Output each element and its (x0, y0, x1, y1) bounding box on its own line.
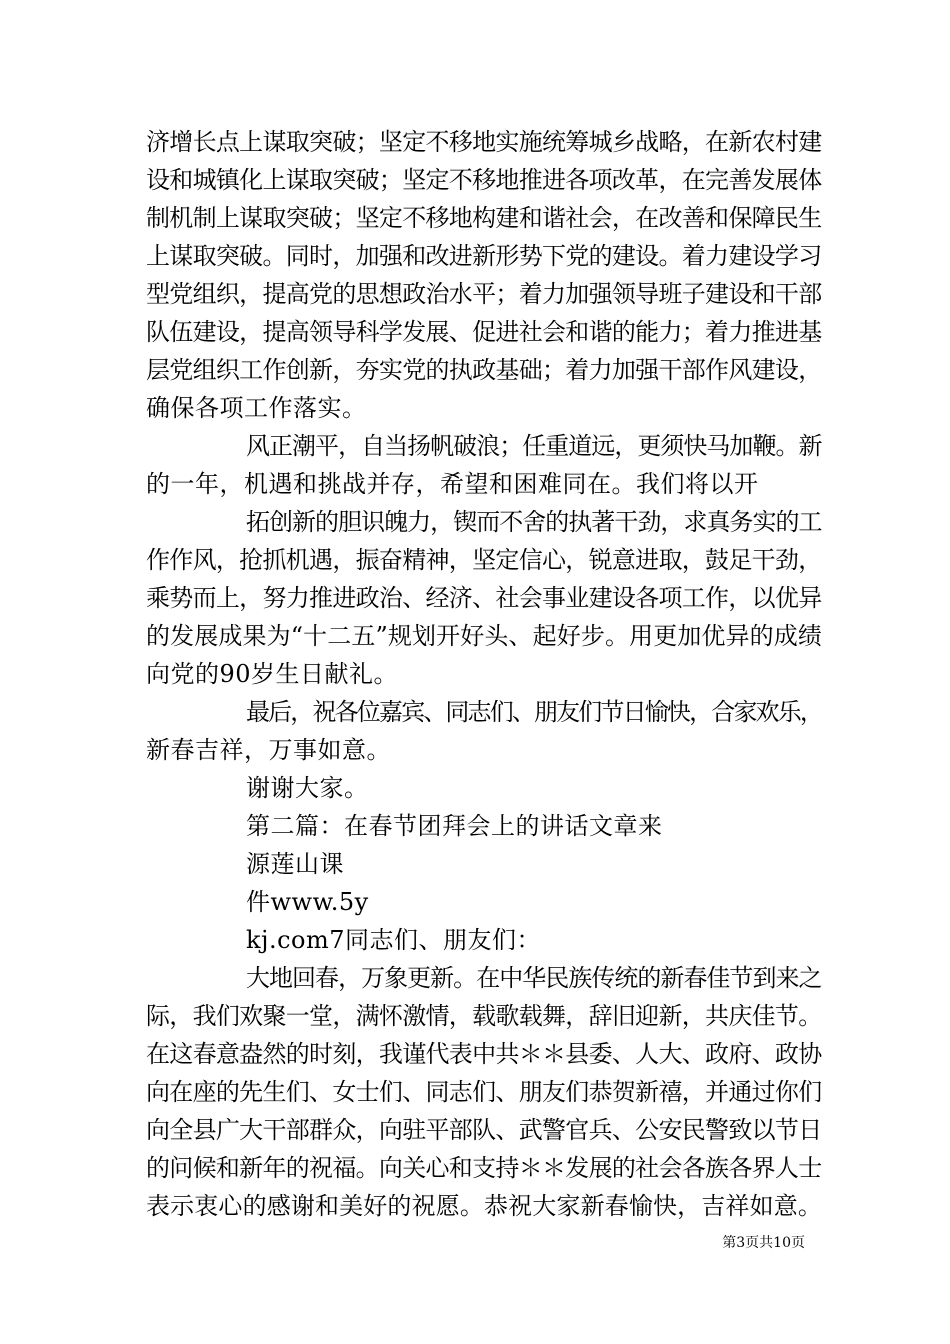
text-line: 制机制上谋取突破；坚定不移地构建和谐社会，在改善和保障民生 (146, 204, 822, 232)
text-line: 大地回春，万象更新。在中华民族传统的新春佳节到来之 (246, 964, 822, 992)
text-line: 向党的90岁生日献礼。 (146, 660, 399, 688)
text-line: 上谋取突破。同时，加强和改进新形势下党的建设。着力建设学习 (146, 242, 822, 270)
text-line: 新春吉祥，万事如意。 (146, 736, 391, 764)
text-line: 队伍建设，提高领导科学发展、促进社会和谐的能力；着力推进基 (146, 318, 822, 346)
text-line: 的发展成果为“十二五”规划开好头、起好步。用更加优异的成绩 (146, 622, 823, 650)
text-line: 件www.5y (246, 888, 369, 916)
text-line: 的问候和新年的祝福。向关心和支持＊＊发展的社会各族各界人士 (146, 1154, 822, 1182)
text-line: 在这春意盎然的时刻，我谨代表中共＊＊县委、人大、政府、政协 (146, 1040, 822, 1068)
text-line: 际，我们欢聚一堂，满怀激情，载歌载舞，辞旧迎新，共庆佳节。 (146, 1002, 822, 1030)
text-line: 风正潮平，自当扬帆破浪；任重道远，更须快马加鞭。新 (246, 432, 822, 460)
text-line: 向在座的先生们、女士们、同志们、朋友们恭贺新禧，并通过你们 (146, 1078, 822, 1106)
page-number: 第3页共10页 (722, 1235, 805, 1251)
text-line: 型党组织，提高党的思想政治水平；着力加强领导班子建设和干部 (146, 280, 822, 308)
text-line: kj.com7同志们、朋友们： (246, 926, 542, 954)
text-line: 层党组织工作创新，夯实党的执政基础；着力加强干部作风建设， (146, 356, 822, 384)
text-line: 济增长点上谋取突破；坚定不移地实施统筹城乡战略，在新农村建 (146, 128, 822, 156)
text-line: 向全县广大干部群众，向驻平部队、武警官兵、公安民警致以节日 (146, 1116, 822, 1144)
section-heading: 第二篇：在春节团拜会上的讲话文章来 (246, 812, 663, 840)
text-line: 的一年，机遇和挑战并存，希望和困难同在。我们将以开 (146, 470, 759, 498)
text-line: 设和城镇化上谋取突破；坚定不移地推进各项改革，在完善发展体 (146, 166, 822, 194)
text-line: 源莲山课 (246, 850, 344, 878)
text-line: 最后，祝各位嘉宾、同志们、朋友们节日愉快，合家欢乐， (246, 698, 822, 726)
text-line: 作作风，抢抓机遇，振奋精神，坚定信心，锐意进取，鼓足干劲， (146, 546, 822, 574)
text-line: 谢谢大家。 (246, 774, 369, 802)
text-line: 拓创新的胆识魄力，锲而不舍的执著干劲，求真务实的工 (246, 508, 822, 536)
text-line: 确保各项工作落实。 (146, 394, 367, 422)
text-line: 表示衷心的感谢和美好的祝愿。恭祝大家新春愉快，吉祥如意。 (146, 1192, 822, 1220)
text-line: 乘势而上，努力推进政治、经济、社会事业建设各项工作，以优异 (146, 584, 822, 612)
